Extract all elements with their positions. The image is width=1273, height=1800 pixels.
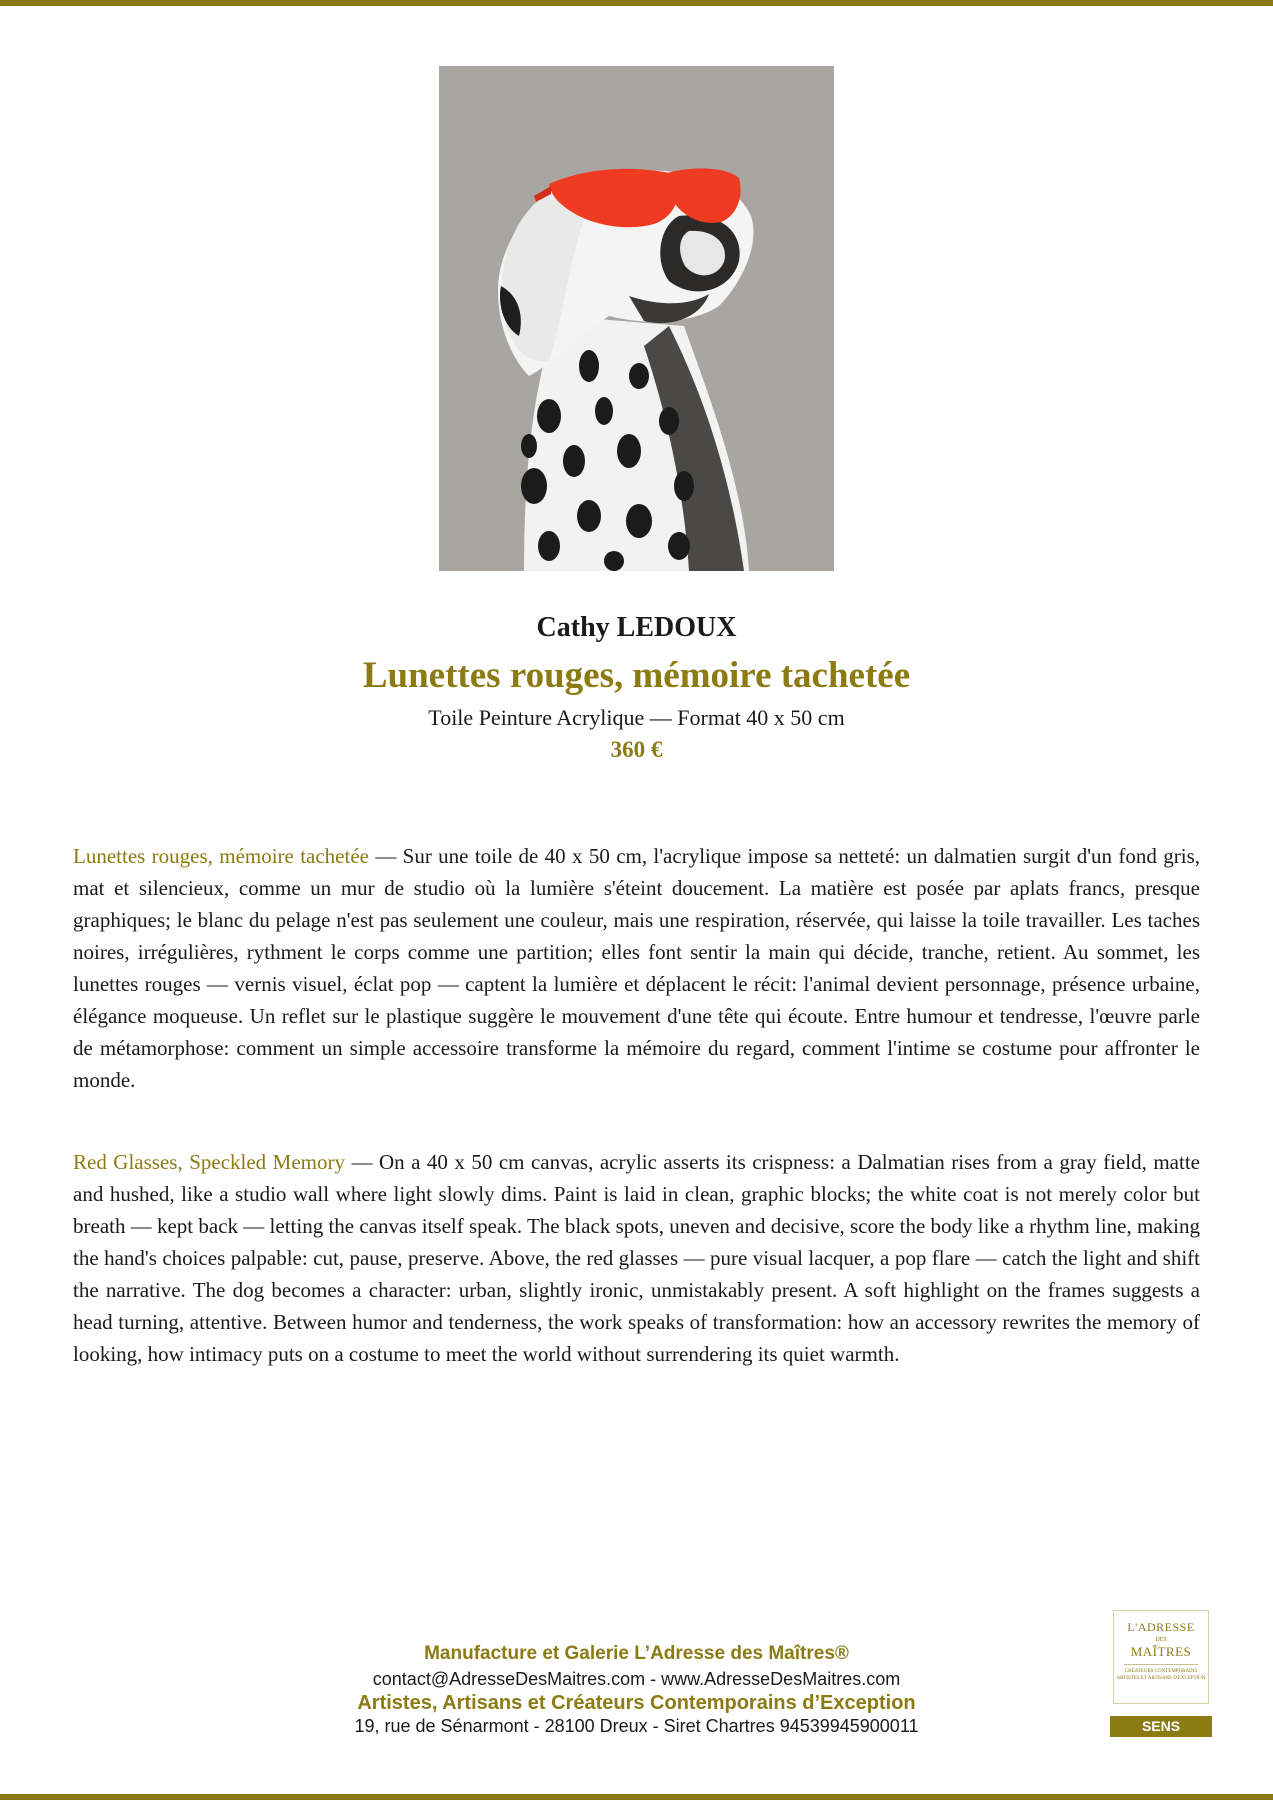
description-english xyxy=(73,1146,1200,1370)
description-french-lead: Lunettes rouges, mémoire tachetée xyxy=(73,844,369,868)
logo-line-4: CRÉATEURS CONTEMPORAINS ARTISTES ET ARTISANS D'EXCEPTION xyxy=(1116,1669,1206,1681)
gallery-logo xyxy=(1113,1610,1209,1704)
artwork-details: Toile Peinture Acrylique — Format 40 x 50 cm xyxy=(428,705,845,730)
logo-line-1: L'ADRESSE xyxy=(1127,1620,1195,1634)
description-english-text: — On a 40 x 50 cm canvas, acrylic asserts its crispness: a Dalmatian rises from a gray field, matte and hushed, like a studio wall where light slowly dims. Paint is laid in clean, graphic blocks; the white coat is not merely color but breath — kept back — letting the canvas itself speak. The black spots, uneven and decisive, score the body like a rhythm line, making the hand's choices palpable: cut, pause, preserve. Above, the red glasses — pure visual lacquer, a pop flare — catch the light and shift the narrative. The dog becomes a character: urban, slightly ironic, unmistakably present. A soft highlight on the frames suggests a head turning, attentive. Between humor and tenderness, the work speaks of transformation: how an accessory rewrites the memory of looking, how intimacy puts on a costume to meet the world without surrendering its quiet warmth. xyxy=(73,1150,1200,1366)
logo-divider xyxy=(1124,1664,1198,1665)
top-border xyxy=(0,0,1273,6)
logo-line-3: MAÎTRES xyxy=(1130,1644,1192,1659)
logo-line-2: DES xyxy=(1155,1637,1167,1643)
description-english-lead: Red Glasses, Speckled Memory xyxy=(73,1150,345,1174)
artwork-price: 360 € xyxy=(610,737,663,762)
footer-address: 19, rue de Sénarmont - 28100 Dreux - Siret Chartres 94539945900011 xyxy=(354,1716,919,1736)
sens-badge: SENS xyxy=(1110,1716,1212,1737)
footer-gallery-name: Manufacture et Galerie L’Adresse des Maîtres® xyxy=(424,1643,849,1664)
artwork-image xyxy=(439,66,834,571)
description-french-text: — Sur une toile de 40 x 50 cm, l'acrylique impose sa netteté: un dalmatien surgit d'un fond gris, mat et silencieux, comme un mur de studio où la lumière s'éteint doucement. La matière est posée par aplats francs, presque graphiques; le blanc du pelage n'est pas seulement une couleur, mais une respiration, réservée, qui laisse la toile travailler. Les taches noires, irrégulières, rythment le corps comme une partition; elles font sentir la main qui décide, tranche, retient. Au sommet, les lunettes rouges — vernis visuel, éclat pop — captent la lumière et déplacent le récit: l'animal devient personnage, présence urbaine, élégance moqueuse. Un reflet sur le plastique suggère le mouvement d'une tête qui écoute. Entre humour et tendresse, l'œuvre parle de métamorphose: comment un simple accessoire transforme la mémoire du regard, comment l'intime se costume pour affronter le monde. xyxy=(73,844,1200,1092)
artist-name: Cathy LEDOUX xyxy=(536,612,737,643)
footer-contact: contact@AdresseDesMaitres.com - www.AdresseDesMaitres.com xyxy=(372,1669,901,1689)
description-french xyxy=(73,840,1200,1096)
footer-tagline: Artistes, Artisans et Créateurs Contemporains d’Exception xyxy=(357,1692,916,1714)
bottom-border xyxy=(0,1794,1273,1800)
artwork-title: Lunettes rouges, mémoire tachetée xyxy=(362,655,911,696)
